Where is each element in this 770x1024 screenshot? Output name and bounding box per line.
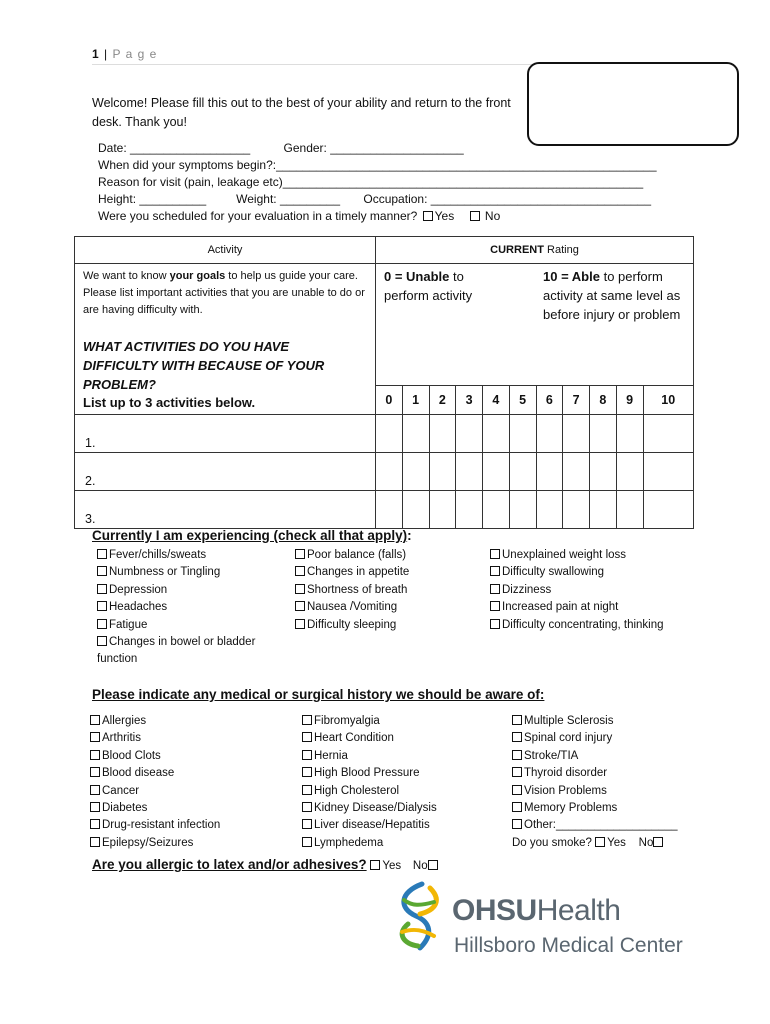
checkbox-label: Arthritis xyxy=(102,732,141,745)
rating-cell[interactable] xyxy=(509,491,536,529)
checkbox-item[interactable] xyxy=(490,547,690,564)
checkbox-item[interactable] xyxy=(90,783,290,800)
checkbox[interactable] xyxy=(490,619,500,629)
height-field[interactable]: __________ xyxy=(139,192,207,206)
symptoms-col-1 xyxy=(97,547,272,669)
activity-row xyxy=(75,453,694,491)
intro-text-1: We want to know xyxy=(83,270,170,282)
latex-question: Are you allergic to latex and/or adhesives? xyxy=(92,857,367,872)
checkbox[interactable] xyxy=(302,767,312,777)
checkbox-item[interactable] xyxy=(512,817,712,834)
checkbox-label: Other: xyxy=(524,819,556,832)
checkbox[interactable] xyxy=(302,715,312,725)
rating-cell[interactable] xyxy=(376,453,403,491)
checkbox[interactable] xyxy=(490,566,500,576)
symptoms-col-2 xyxy=(295,547,475,634)
checkbox[interactable] xyxy=(295,549,305,559)
rating-cell[interactable] xyxy=(536,415,563,453)
checkbox[interactable] xyxy=(512,785,522,795)
scheduled-yes-checkbox[interactable] xyxy=(423,211,433,221)
checkbox-label: Memory Problems xyxy=(524,802,618,815)
checkbox[interactable] xyxy=(512,732,522,742)
checkbox-label: Diabetes xyxy=(102,802,148,815)
symptoms-heading-text: Currently I am experiencing (check all that apply) xyxy=(92,528,408,543)
smoke-row xyxy=(512,835,712,852)
checkbox-label: Numbness or Tingling xyxy=(109,566,221,579)
rating-number: 1 xyxy=(402,385,429,414)
checkbox-item[interactable] xyxy=(90,800,290,817)
checkbox[interactable] xyxy=(512,767,522,777)
checkbox-item[interactable] xyxy=(302,817,502,834)
reason-row xyxy=(98,175,643,190)
checkbox-item[interactable] xyxy=(295,564,475,581)
rating-cell[interactable] xyxy=(483,453,510,491)
checkbox[interactable] xyxy=(90,785,100,795)
rating-cell[interactable] xyxy=(563,491,590,529)
history-col-1 xyxy=(90,713,290,852)
checkbox-label: Changes in appetite xyxy=(307,566,410,579)
checkbox-item[interactable] xyxy=(97,547,272,564)
checkbox-label: Poor balance (falls) xyxy=(307,549,407,561)
checkbox[interactable] xyxy=(302,819,312,829)
checkbox-item[interactable] xyxy=(97,634,272,669)
checkbox-label: Thyroid disorder xyxy=(524,767,608,780)
page-separator: | xyxy=(104,47,109,61)
checkbox[interactable] xyxy=(490,584,500,594)
rating-cell[interactable] xyxy=(616,491,643,529)
rating-cell[interactable] xyxy=(456,491,483,529)
checkbox-label: Shortness of breath xyxy=(307,583,408,596)
rating-cell[interactable] xyxy=(402,491,429,529)
checkbox-item[interactable] xyxy=(302,800,502,817)
checkbox[interactable] xyxy=(512,750,522,760)
checkbox-label: Hernia xyxy=(314,749,348,762)
checkbox[interactable] xyxy=(490,549,500,559)
intro-text-2: to help us guide your care. Please list important activities that you are unable to do or are having difficulty with. xyxy=(83,270,365,316)
checkbox-item[interactable] xyxy=(302,748,502,765)
rating-cell[interactable] xyxy=(643,415,694,453)
rating-number: 3 xyxy=(456,385,483,414)
rating-cell[interactable] xyxy=(376,491,403,529)
activity-header: Activity xyxy=(75,237,376,264)
checkbox[interactable] xyxy=(97,566,107,576)
checkbox-item[interactable] xyxy=(90,730,290,747)
scale-low xyxy=(384,267,494,324)
checkbox[interactable] xyxy=(302,750,312,760)
checkbox-label: Spinal cord injury xyxy=(524,732,613,745)
checkbox-label: Headaches xyxy=(109,601,168,614)
scale-low-bold: 0 = Unable xyxy=(384,269,450,284)
checkbox[interactable] xyxy=(90,767,100,777)
checkbox-label: Increased pain at night xyxy=(502,601,619,614)
rating-number: 2 xyxy=(429,385,456,414)
symptoms-row xyxy=(98,158,657,173)
activity-row xyxy=(75,415,694,453)
symptoms-heading-colon: : xyxy=(407,528,412,543)
date-field[interactable]: __________________ xyxy=(130,141,251,155)
scheduled-row xyxy=(98,209,500,224)
rating-number: 8 xyxy=(590,385,617,414)
checkbox[interactable] xyxy=(97,584,107,594)
checkbox-item[interactable] xyxy=(97,564,272,581)
rating-cell[interactable] xyxy=(429,415,456,453)
rating-number: 5 xyxy=(509,385,536,414)
rating-cell[interactable] xyxy=(643,491,694,529)
rating-number: 10 xyxy=(643,385,694,414)
checkbox[interactable] xyxy=(90,715,100,725)
checkbox[interactable] xyxy=(90,837,100,847)
checkbox-item[interactable] xyxy=(302,765,502,782)
checkbox-item[interactable] xyxy=(302,730,502,747)
activity-intro-cell xyxy=(75,264,376,415)
rating-cell[interactable] xyxy=(563,415,590,453)
checkbox[interactable] xyxy=(295,584,305,594)
rating-cell[interactable] xyxy=(590,491,617,529)
checkbox-item[interactable] xyxy=(512,730,712,747)
checkbox-label: Depression xyxy=(109,583,168,596)
checkbox-item[interactable] xyxy=(512,765,712,782)
checkbox[interactable] xyxy=(295,619,305,629)
checkbox[interactable] xyxy=(90,732,100,742)
activity-list-label: List up to 3 activities below. xyxy=(83,395,256,410)
checkbox[interactable] xyxy=(97,636,107,646)
rating-number: 0 xyxy=(376,385,403,414)
history-heading: Please indicate any medical or surgical history we should be aware of: xyxy=(92,687,545,702)
checkbox-item[interactable] xyxy=(90,713,290,730)
checkbox[interactable] xyxy=(512,802,522,812)
scale-low-rest: to perform activity xyxy=(384,269,473,303)
symptoms-col-3 xyxy=(490,547,690,634)
header-rule xyxy=(92,64,532,65)
rating-cell[interactable] xyxy=(456,453,483,491)
checkbox-label: Stroke/TIA xyxy=(524,749,579,762)
rating-cell[interactable] xyxy=(402,415,429,453)
ohsu-logo xyxy=(390,880,450,955)
rating-cell[interactable] xyxy=(616,415,643,453)
scale-cell xyxy=(376,264,694,386)
checkbox-label: Fever/chills/sweats xyxy=(109,549,207,561)
checkbox-item[interactable] xyxy=(490,582,690,599)
symptoms-field[interactable]: _________________________________________________________ xyxy=(276,158,657,172)
checkbox-item[interactable] xyxy=(490,599,690,616)
smoke-yes-checkbox[interactable] xyxy=(595,837,605,847)
checkbox-label: Allergies xyxy=(102,715,147,727)
checkbox-label: Multiple Sclerosis xyxy=(524,715,614,727)
rating-cell[interactable] xyxy=(643,453,694,491)
smoke-yes-label: Yes xyxy=(607,836,626,849)
other-field[interactable]: ___________________ xyxy=(555,819,678,832)
checkbox-item[interactable] xyxy=(90,765,290,782)
history-col-3 xyxy=(512,713,712,852)
date-label: Date: xyxy=(98,141,127,155)
checkbox-item[interactable] xyxy=(90,835,290,852)
checkbox-label: Dizziness xyxy=(502,583,552,596)
checkbox[interactable] xyxy=(302,837,312,847)
height-label: Height: xyxy=(98,192,137,206)
checkbox-label: Kidney Disease/Dialysis xyxy=(314,802,437,815)
rating-label: Rating xyxy=(547,244,579,256)
checkbox[interactable] xyxy=(512,819,522,829)
current-label: CURRENT xyxy=(490,244,544,256)
gender-field[interactable]: ____________________ xyxy=(330,141,464,155)
checkbox-item[interactable] xyxy=(295,599,475,616)
checkbox-label: Heart Condition xyxy=(314,732,394,745)
weight-label: Weight: xyxy=(236,192,277,206)
gender-label: Gender: xyxy=(283,141,327,155)
checkbox-item[interactable] xyxy=(512,783,712,800)
checkbox-item[interactable] xyxy=(295,547,475,564)
checkbox-label: Difficulty sleeping xyxy=(307,618,397,631)
checkbox-item[interactable] xyxy=(295,582,475,599)
scale-high xyxy=(543,267,683,324)
checkbox-label: Drug-resistant infection xyxy=(102,819,221,832)
rating-cell[interactable] xyxy=(616,453,643,491)
checkbox-label: Unexplained weight loss xyxy=(502,549,627,561)
scheduled-label: Were you scheduled for your evaluation in a timely manner? xyxy=(98,209,418,223)
scale-high-bold: 10 = Able xyxy=(543,269,600,284)
smoke-no-label: No xyxy=(638,836,654,849)
checkbox-item[interactable] xyxy=(90,817,290,834)
checkbox-item[interactable] xyxy=(302,835,502,852)
symptoms-heading xyxy=(92,528,412,543)
checkbox-label: Difficulty swallowing xyxy=(502,566,605,579)
rating-cell[interactable] xyxy=(429,453,456,491)
checkbox[interactable] xyxy=(97,601,107,611)
checkbox[interactable] xyxy=(90,819,100,829)
latex-row xyxy=(92,857,440,872)
checkbox-label: Blood disease xyxy=(102,767,175,780)
rating-cell[interactable] xyxy=(536,453,563,491)
checkbox-item[interactable] xyxy=(512,800,712,817)
rating-header xyxy=(376,237,694,264)
checkbox-label: High Blood Pressure xyxy=(314,767,420,780)
page-header xyxy=(92,47,157,61)
latex-yes-label: Yes xyxy=(382,860,402,872)
rating-cell[interactable] xyxy=(536,491,563,529)
rating-number: 7 xyxy=(563,385,590,414)
checkbox-label: Fatigue xyxy=(109,618,148,631)
rating-cell[interactable] xyxy=(483,491,510,529)
ohsu-helix-icon xyxy=(390,880,450,952)
checkbox-label: Cancer xyxy=(102,784,140,797)
latex-no-checkbox[interactable] xyxy=(428,860,438,870)
checkbox-item[interactable] xyxy=(512,748,712,765)
activity-row xyxy=(75,491,694,529)
checkbox-label: Blood Clots xyxy=(102,749,161,762)
checkbox-label: Vision Problems xyxy=(524,784,607,797)
activity-table xyxy=(74,236,694,529)
intro-goals: your goals xyxy=(169,270,226,282)
activity-question: WHAT ACTIVITIES DO YOU HAVE DIFFICULTY WITH BECAUSE OF YOUR PROBLEM? xyxy=(83,339,325,392)
checkbox[interactable] xyxy=(295,601,305,611)
weight-field[interactable]: _________ xyxy=(279,192,341,206)
checkbox-item[interactable] xyxy=(97,599,272,616)
checkbox[interactable] xyxy=(97,549,107,559)
rating-cell[interactable] xyxy=(590,453,617,491)
checkbox-item[interactable] xyxy=(302,783,502,800)
logo-subtitle: Hillsboro Medical Center xyxy=(454,934,683,957)
page-label: P a g e xyxy=(112,47,158,61)
smoke-no-checkbox[interactable] xyxy=(653,837,663,847)
logo-brand xyxy=(452,896,620,926)
date-gender-row xyxy=(98,141,464,156)
rating-cell[interactable] xyxy=(590,415,617,453)
checkbox-item[interactable] xyxy=(97,582,272,599)
activity-entry-field[interactable]: 2. xyxy=(75,453,376,491)
smoke-label: Do you smoke? xyxy=(512,836,592,849)
page-number: 1 xyxy=(92,47,100,61)
checkbox-label: Difficulty concentrating, thinking xyxy=(502,618,664,631)
height-weight-row xyxy=(98,192,651,207)
activity-intro xyxy=(83,268,367,319)
rating-number: 6 xyxy=(536,385,563,414)
logo-brand-rest: Health xyxy=(536,894,621,927)
checkbox[interactable] xyxy=(90,802,100,812)
activity-entry-field[interactable]: 1. xyxy=(75,415,376,453)
checkbox-item[interactable] xyxy=(302,713,502,730)
checkbox-item[interactable] xyxy=(512,713,712,730)
rating-cell[interactable] xyxy=(402,453,429,491)
activity-entry-field[interactable]: 3. xyxy=(75,491,376,529)
occupation-field[interactable]: _________________________________ xyxy=(430,192,652,206)
checkbox[interactable] xyxy=(302,785,312,795)
checkbox-label: Fibromyalgia xyxy=(314,715,380,727)
welcome-text: Welcome! Please fill this out to the best of your ability and return to the front desk. Thank you! xyxy=(92,96,511,129)
rating-number: 4 xyxy=(483,385,510,414)
latex-yes-checkbox[interactable] xyxy=(370,860,380,870)
symptoms-label: When did your symptoms begin?: xyxy=(98,158,277,172)
checkbox[interactable] xyxy=(302,802,312,812)
checkbox-item[interactable] xyxy=(97,617,272,634)
rating-cell[interactable] xyxy=(563,453,590,491)
no-label: No xyxy=(484,209,501,223)
checkbox-label: Epilepsy/Seizures xyxy=(102,836,194,849)
yes-label: Yes xyxy=(434,209,455,223)
reason-field[interactable]: ______________________________________________________ xyxy=(282,175,644,189)
checkbox[interactable] xyxy=(490,601,500,611)
rating-cell[interactable] xyxy=(376,415,403,453)
checkbox-label: High Cholesterol xyxy=(314,784,400,797)
scale-high-rest: to perform activity at same level as before injury or problem xyxy=(543,269,681,322)
checkbox-item[interactable] xyxy=(490,617,690,634)
office-use-box xyxy=(527,62,739,146)
checkbox-label: Changes in bowel or bladder function xyxy=(97,636,256,666)
checkbox[interactable] xyxy=(97,619,107,629)
checkbox-item[interactable] xyxy=(490,564,690,581)
rating-cell[interactable] xyxy=(456,415,483,453)
rating-cell[interactable] xyxy=(429,491,456,529)
latex-no-label: No xyxy=(412,860,428,872)
checkbox[interactable] xyxy=(295,566,305,576)
checkbox[interactable] xyxy=(302,732,312,742)
checkbox-item[interactable] xyxy=(90,748,290,765)
checkbox[interactable] xyxy=(90,750,100,760)
checkbox-label: Nausea /Vomiting xyxy=(307,601,398,614)
scheduled-no-checkbox[interactable] xyxy=(470,211,480,221)
reason-label: Reason for visit (pain, leakage etc) xyxy=(98,175,283,189)
checkbox-label: Liver disease/Hepatitis xyxy=(314,819,430,832)
rating-cell[interactable] xyxy=(483,415,510,453)
rating-cell[interactable] xyxy=(509,415,536,453)
history-col-2 xyxy=(302,713,502,852)
checkbox-item[interactable] xyxy=(295,617,475,634)
rating-cell[interactable] xyxy=(509,453,536,491)
checkbox[interactable] xyxy=(512,715,522,725)
occupation-label: Occupation: xyxy=(363,192,428,206)
rating-number: 9 xyxy=(616,385,643,414)
checkbox-label: Lymphedema xyxy=(314,836,384,849)
logo-brand-bold: OHSU xyxy=(452,894,537,927)
